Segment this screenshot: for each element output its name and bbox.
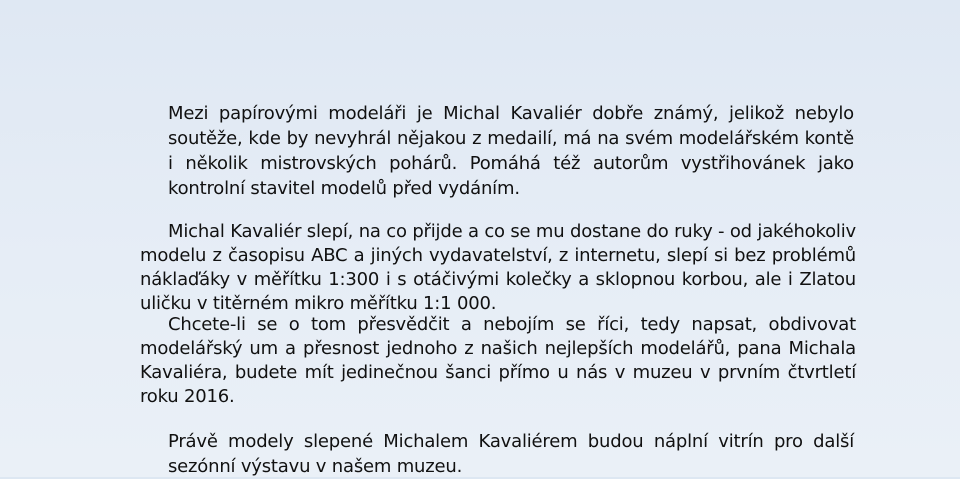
paragraph-invitation <box>140 313 856 409</box>
paragraph-models <box>140 220 856 316</box>
paragraph-exhibition: Právě modely slepené Michalem Kavaliérem budou náplní vitrín pro další sezónní výstavu v našem muzeu. <box>168 431 854 477</box>
paragraph-invitation-text: Chcete-li se o tom přesvědčit a nebojím se říci, tedy napsat, obdivovat modelářský um a přesnost jednoho z našich nejlepších modelářů, pana Michala Kavaliéra, budete mít jedinečnou šanci přímo u nás v muzeu v prvním čtvrtletí roku 2016. <box>140 314 856 407</box>
paragraph-intro: Mezi papírovými modeláři je Michal Kavaliér dobře známý, jelikož nebylo soutěže, kde by nevyhrál nějakou z medailí, má na svém modelářském kontě i několik mistrovských pohárů. Pomáhá též autorům vystřihovánek jako kontrolní stavitel modelů před vydáním. <box>168 103 854 199</box>
paragraph-models-text: Michal Kavaliér slepí, na co přijde a co se mu dostane do ruky - od jakéhokoliv modelu z časopisu ABC a jiných vydavatelství, z internetu, slepí si bez problémů náklaďáky v měřítku 1:300 i s otáčivými kolečky a sklopnou korbou, ale i Zlatou uličku v titěrném mikro měřítku 1:1 000. <box>140 221 856 314</box>
